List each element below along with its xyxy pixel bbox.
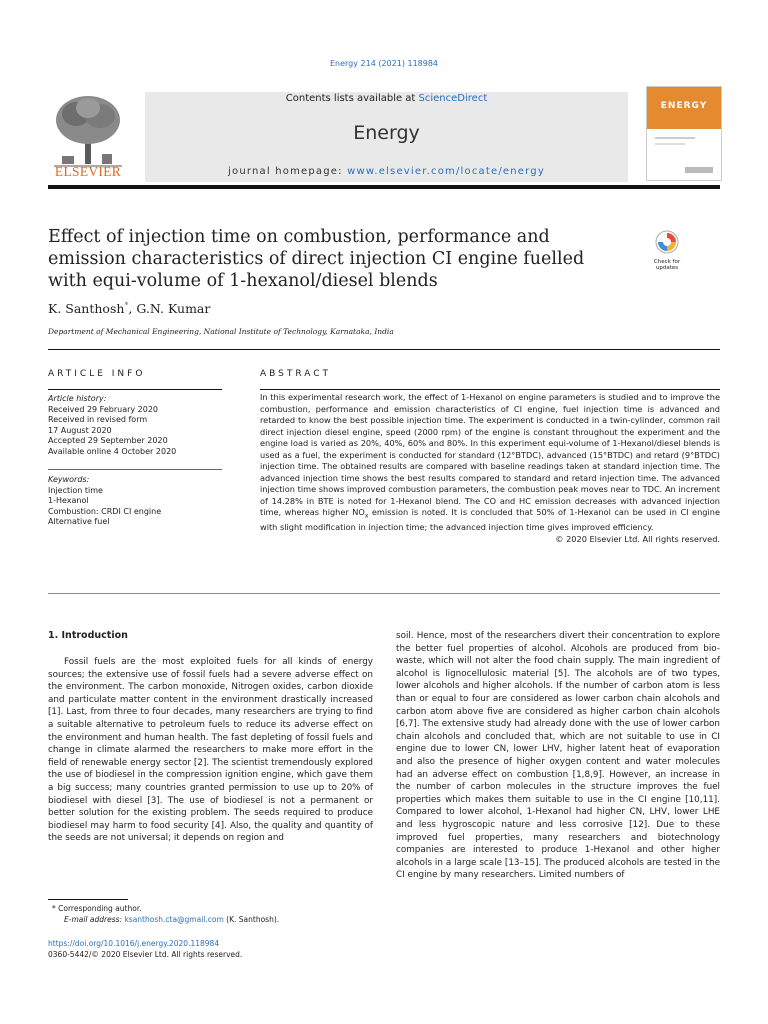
- history-item: Received 29 February 2020: [48, 404, 159, 414]
- journal-homepage: [145, 166, 628, 177]
- doi-link[interactable]: https://doi.org/10.1016/j.energy.2020.118984: [48, 939, 220, 948]
- sciencedirect-link[interactable]: ScienceDirect: [418, 93, 488, 104]
- history-item: Received in revised form: [48, 415, 148, 424]
- keyword-item: Injection time: [48, 485, 103, 495]
- footnote-rule: [48, 899, 128, 900]
- header-rule: [48, 185, 720, 189]
- history-item: 17 August 2020: [48, 425, 112, 435]
- article-title: Effect of injection time on combustion, performance and emission characteristics of direct injection CI engine fuelled with equi-volume of 1-hexanol/diesel blends: [48, 227, 585, 291]
- keyword-item: 1-Hexanol: [48, 496, 89, 505]
- journal-citation[interactable]: Energy 214 (2021) 118984: [329, 59, 439, 68]
- keywords: [48, 475, 228, 528]
- check-updates-label: Check for updates: [653, 259, 681, 271]
- author-list: [48, 301, 210, 316]
- abstract-text: In this experimental research work, the effect of 1-Hexanol on engine parameters is studied and to improve the combustion, performance and emission characteristics of CI engine, fuel injection time is advanced and retarded to know the best possible injection time. The experiment is conducted in a twin-cylinder, common rail direct injection diesel engine, speed (2000 rpm) of the engine is constant throughout the experiment and the engine load is varied as 20%, 40%, 60% and 80%. In this experiment equi-volume of 1-Hexanol/diesel blends is used as a fuel, the experiment is conducted for standard (12°BTDC), advanced (15°BTDC) and retard (9°BTDC) injection time. The obtained results are compared with baseline readings taken at standard injection time. The advanced injection time shows the best results compared to standard and retard injection time. The advanced injection time shows improved combustion parameters, the combustion peak moves near to TDC. An increment of 14.28% in BTE is noted for 1-Hexanol blend. The CO and HC emission decreases with advanced injection time, whereas higher NO: [260, 392, 720, 517]
- cover-title: ENERGY: [660, 101, 708, 111]
- elsevier-logo: [48, 92, 128, 182]
- history-item: Available online 4 October 2020: [48, 446, 177, 456]
- cover-logo: [685, 167, 713, 173]
- abstract-text: emission is noted. It is concluded that 50% of 1-Hexanol can be used in CI engine with slight modification in injection time; the advanced injection time gives improved efficiency.: [260, 507, 720, 533]
- cover-line: [655, 143, 685, 145]
- homepage-prefix: journal homepage:: [228, 166, 348, 177]
- check-for-updates-badge[interactable]: [650, 229, 684, 271]
- nox-subscript: x: [364, 512, 369, 520]
- author-name[interactable]: K. Santhosh: [48, 301, 125, 317]
- journal-cover-thumbnail[interactable]: [646, 86, 722, 181]
- abstract-body: [260, 392, 720, 545]
- abstract-rule: [260, 389, 720, 390]
- introduction-heading: 1. Introduction: [48, 630, 128, 641]
- info-rule: [48, 389, 222, 390]
- history-item: Accepted 29 September 2020: [48, 436, 168, 445]
- abstract-heading: ABSTRACT: [260, 369, 332, 379]
- doi-block: [48, 938, 242, 960]
- contents-line: [145, 93, 628, 104]
- cover-line: [655, 137, 695, 139]
- corresponding-note: * Corresponding author.: [52, 904, 142, 913]
- homepage-link[interactable]: www.elsevier.com/locate/energy: [347, 166, 545, 177]
- keyword-item: Alternative fuel: [48, 517, 110, 526]
- journal-name: Energy: [353, 122, 420, 144]
- contents-prefix: Contents lists available at: [285, 93, 419, 104]
- intro-column-right: soil. Hence, most of the researchers divert their concentration to explore the better fuel properties of alcohol. Alcohols are produced from bio-waste, which will not alter the food chain supply. The main ingredient of alcohol is lignocellulosic material [5]. The alcohols are of two types, lower alcohols and higher alcohols. If the number of carbon atom is less than or equal to four are considered as lower carbon chain alcohols and carbon atom above five are considered as higher carbon chain alcohols [6,7]. The extensive study had already done with the use of lower carbon chain alcohols and concluded that, which are not suitable to use in CI engine due to lower CN, lower LHV, higher latent heat of evaporation and also the presence of higher oxygen content and water molecules had an adverse effect on combustion [1,8,9]. However, an increase in the number of carbon molecules in the structure improves the fuel properties which makes them suitable to use in the CI engine [10,11]. Compared to lower alcohol, 1-Hexanol had higher CN, LHV, lower LHE and less hygroscopic nature and less corrosive [12]. Due to these improved fuel properties, many researchers and biotechnology companies are interested to produce 1-Hexanol and other higher alcohols in a large scale [13–15]. The produced alcohols are tested in the CI engine by many researchers. Limited numbers of: [396, 631, 720, 881]
- history-label: Article history:: [48, 394, 107, 403]
- keyword-item: Combustion: CRDI CI engine: [48, 506, 162, 516]
- email-line: [48, 914, 279, 925]
- intro-column-left: Fossil fuels are the most exploited fuels for all kinds of energy sources; the extensive use of fossil fuels had a severe adverse effect on the environment. The carbon monoxide, Nitrogen oxides, carbon dioxide and particulate matter content in the environment drastically increased [1]. Last, from three to four decades, many researchers are trying to find a suitable alternative to petroleum fuels to reduce its adverse effect on the environment and human health. The fast depleting of fossil fuels and change in climate alarmed the researchers to make more effort in the field of renewable energy sector [2]. The scientist tremendously explored the use of biodiesel in the compression ignition engine, which gave them a big success; many countries granted permission to use up to 20% of biodiesel with diesel [3]. The use of biodiesel is not a permanent or better solution for the existing problem. The seeds required to produce biodiesel may harm to food security [4]. Also, the quality and quantity of the seeds are not universal; it depends on region and: [48, 657, 373, 844]
- email-label: E-mail address:: [64, 915, 125, 924]
- corresponding-author-mark[interactable]: *: [124, 301, 129, 310]
- affiliation: Department of Mechanical Engineering, National Institute of Technology, Karnataka, India: [48, 327, 394, 336]
- check-updates-icon: [650, 229, 684, 255]
- article-history: [48, 394, 228, 457]
- footnote: [48, 903, 279, 925]
- info-rule: [48, 469, 222, 470]
- author-name[interactable]: , G.N. Kumar: [128, 301, 211, 317]
- section-rule: [48, 593, 720, 594]
- issn-line: 0360-5442/© 2020 Elsevier Ltd. All rights reserved.: [48, 950, 243, 959]
- section-rule: [48, 349, 720, 350]
- article-info-heading: ARTICLE INFO: [48, 369, 146, 379]
- email-suffix: (K. Santhosh).: [223, 915, 280, 924]
- abstract-copyright: © 2020 Elsevier Ltd. All rights reserved.: [555, 533, 720, 544]
- keywords-label: Keywords:: [48, 475, 90, 484]
- publisher-name: ELSEVIER: [54, 164, 122, 179]
- email-link[interactable]: ksanthosh.cta@gmail.com: [124, 915, 224, 924]
